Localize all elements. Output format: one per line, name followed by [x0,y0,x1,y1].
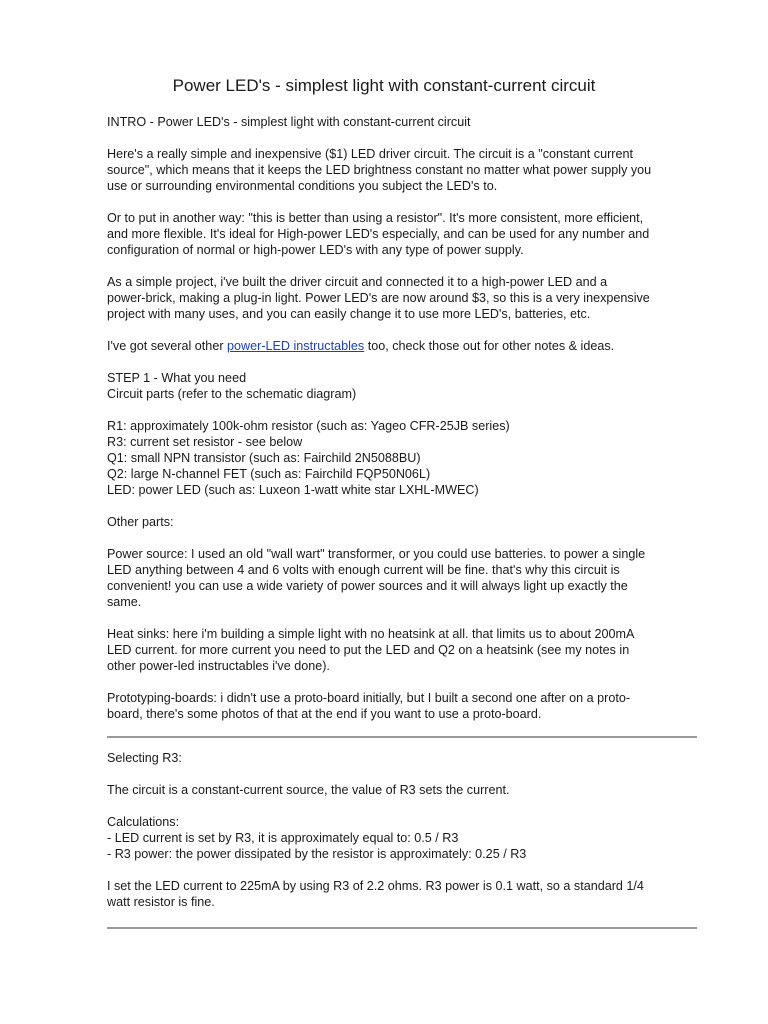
text-after-link: too, check those out for other notes & ideas. [364,339,615,353]
text-line: Calculations: [107,815,180,829]
paragraph-3 [107,274,699,322]
text-line: STEP 1 - What you need [107,371,247,385]
document-body [107,114,699,941]
text-line: and more flexible. It's ideal for High-power LED's especially, and can be used for any number and [107,227,650,241]
list-item: R3: current set resistor - see below [107,435,303,449]
text-line: power-brick, making a plug-in light. Power LED's are now around $3, so this is a very inexpensive [107,291,650,305]
text-line: configuration of normal or high-power LED's with any type of power supply. [107,243,524,257]
paragraph-4 [107,338,699,354]
text-line: project with many uses, and you can easily change it to use more LED's, batteries, etc. [107,307,591,321]
text-line: LED anything between 4 and 6 volts with enough current will be fine. that's why this circuit is [107,563,620,577]
step-1-heading [107,370,699,402]
section-divider [107,736,697,738]
power-led-instructables-link[interactable]: power-LED instructables [227,339,365,353]
paragraph-1 [107,146,699,194]
text-line: - R3 power: the power dissipated by the resistor is approximately: 0.25 / R3 [107,847,527,861]
text-line: convenient! you can use a wide variety of power sources and it will always light up exactly the [107,579,628,593]
text-line: source", which means that it keeps the LED brightness constant no matter what power supply you [107,163,652,177]
text-line: Circuit parts (refer to the schematic diagram) [107,387,357,401]
text-line: Here's a really simple and inexpensive ($1) LED driver circuit. The circuit is a "constant current [107,147,633,161]
intro-line: INTRO - Power LED's - simplest light with constant-current circuit [107,115,471,129]
heat-sinks-paragraph [107,626,699,674]
paragraph-2 [107,210,699,258]
list-item: Q2: large N-channel FET (such as: Fairchild FQP50N06L) [107,467,431,481]
page-title: Power LED's - simplest light with constant-current circuit [172,76,596,95]
text-line: other power-led instructables i've done). [107,659,330,673]
text-line: same. [107,595,142,609]
list-item: LED: power LED (such as: Luxeon 1-watt white star LXHL-MWEC) [107,483,479,497]
text-line: board, there's some photos of that at the end if you want to use a proto-board. [107,707,542,721]
text-line: use or surrounding environmental conditions you subject the LED's to. [107,179,498,193]
text-line: watt resistor is fine. [107,895,215,909]
text-line: Other parts: [107,515,174,529]
text-line: LED current. for more current you need to put the LED and Q2 on a heatsink (see my notes in [107,643,630,657]
other-parts-heading [107,514,699,530]
bottom-divider [107,927,697,929]
text-line: Heat sinks: here i'm building a simple light with no heatsink at all. that limits us to about 200mA [107,627,635,641]
prototyping-paragraph [107,690,699,722]
final-paragraph [107,878,699,910]
intro-paragraph [107,114,699,130]
text-line: - LED current is set by R3, it is approximately equal to: 0.5 / R3 [107,831,459,845]
text-line: Selecting R3: [107,751,182,765]
text-line: Power source: I used an old "wall wart" transformer, or you could use batteries. to power a single [107,547,646,561]
power-source-paragraph [107,546,699,610]
list-item: R1: approximately 100k-ohm resistor (such as: Yageo CFR-25JB series) [107,419,510,433]
text-line: The circuit is a constant-current source, the value of R3 sets the current. [107,783,510,797]
list-item: Q1: small NPN transistor (such as: Fairchild 2N5088BU) [107,451,421,465]
calculations-paragraph [107,814,699,862]
circuit-description [107,782,699,798]
text-line: I set the LED current to 225mA by using R3 of 2.2 ohms. R3 power is 0.1 watt, so a standard 1/4 [107,879,644,893]
text-line: Prototyping-boards: i didn't use a proto-board initially, but I built a second one after on a proto- [107,691,631,705]
selecting-r3-heading [107,750,699,766]
text-line [107,338,699,354]
text-before-link: I've got several other [107,339,228,353]
text-line: Or to put in another way: "this is better than using a resistor". It's more consistent, more efficient, [107,211,644,225]
text-line: As a simple project, i've built the driver circuit and connected it to a high-power LED and a [107,275,608,289]
parts-list [107,418,699,498]
